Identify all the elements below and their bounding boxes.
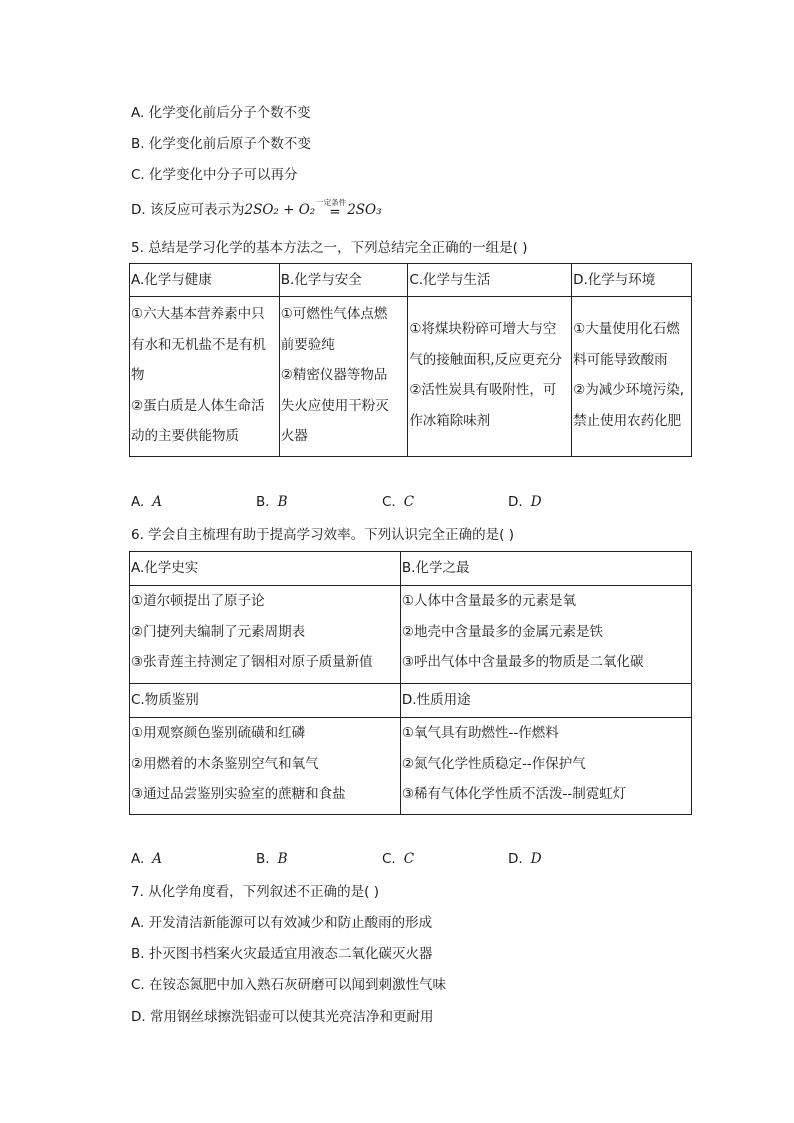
q5-cell-a-line: 物 [131, 367, 145, 383]
q6-cell-b [400, 586, 691, 684]
equals-sign: = [329, 204, 341, 220]
q6-cell-d-line: ②氮气化学性质稳定--作保护气 [401, 755, 586, 772]
q5-header-c: C.化学与生活 [408, 264, 572, 297]
equation-sign [315, 200, 347, 222]
q5-cell-b-line: ②精密仪器等物品 [280, 367, 388, 383]
q5-cell-b-line: ①可燃性气体点燃 [280, 306, 388, 322]
q5-cell-c-line: 气的接触面积,反应更充分 [409, 351, 563, 368]
q4-option-d-text: D. 该反应可表示为 [131, 202, 245, 218]
q5-cell-d-line: 料可能导致酸雨 [573, 351, 668, 368]
q6-answer-a [131, 851, 162, 867]
answer-letter: C. [382, 851, 396, 867]
q4-option-d [131, 200, 382, 222]
q5-cell-a-line: ①六大基本营养素中只 [131, 306, 265, 322]
q6-table [129, 551, 692, 815]
q5-header-b: B.化学与安全 [279, 264, 408, 297]
q6-cell-a [130, 586, 401, 684]
answer-value: D [530, 494, 542, 510]
q5-header-d: D.化学与环境 [572, 264, 692, 297]
equation-left: 2SO₂ + O₂ [244, 202, 316, 218]
q5-cell-d-line: ②为减少环境污染, [573, 382, 685, 398]
q5-cell-b-line: 失火应使用干粉灭 [280, 397, 389, 414]
answer-value: D [530, 851, 542, 867]
q5-cell-b-line: 火器 [280, 428, 308, 444]
q6-cell-b-line: ②地壳中含量最多的金属元素是铁 [401, 623, 603, 640]
q6-stem: 6. 学会自主梳理有助于提高学习效率。下列认识完全正确的是( ) [131, 527, 514, 543]
answer-value: B [277, 494, 288, 510]
q5-cell-b-line: 前要验纯 [280, 336, 335, 353]
answer-letter: D. [508, 851, 523, 867]
q7-option-a: A. 开发清洁新能源可以有效减少和防止酸雨的形成 [131, 915, 433, 931]
q6-cell-a-line: ③张青莲主持测定了铟相对原子质量新值 [131, 654, 373, 670]
q5-cell-d-line: 禁止使用农药化肥 [573, 412, 682, 429]
q7-option-b: B. 扑灭图书档案火灾最适宜用液态二氧化碳灭火器 [131, 946, 433, 962]
q5-header-a: A.化学与健康 [130, 264, 280, 297]
q7-option-d: D. 常用钢丝球擦洗铝壶可以使其光亮洁净和更耐用 [131, 1009, 434, 1025]
q6-header-d: D.性质用途 [400, 684, 691, 718]
q6-cell-c-line: ①用观察颜色鉴别硫磺和红磷 [131, 725, 306, 741]
q5-cell-a-line: 动的主要供能物质 [131, 428, 239, 444]
equation-condition: 一定条件 [316, 198, 347, 207]
q4-option-c: C. 化学变化中分子可以再分 [131, 167, 298, 183]
answer-letter: C. [382, 494, 396, 510]
q5-cell-a [130, 297, 280, 457]
q5-cell-b [279, 297, 408, 457]
q6-cell-b-line: ③呼出气体中含量最多的物质是二氧化碳 [401, 654, 644, 670]
answer-letter: A. [131, 851, 145, 867]
q5-cell-c-line: ②活性炭具有吸附性，可 [409, 382, 557, 398]
answer-letter: D. [508, 494, 523, 510]
answer-letter: A. [131, 494, 145, 510]
q5-cell-d [572, 297, 692, 457]
q6-cell-d-line: ①氧气具有助燃性--作燃料 [401, 725, 559, 741]
q5-table [129, 263, 692, 457]
q4-option-a: A. 化学变化前后分子个数不变 [131, 105, 311, 121]
q7-option-c: C. 在铵态氮肥中加入熟石灰研磨可以闻到刺激性气味 [131, 977, 447, 993]
q6-answer-b [256, 851, 287, 867]
answer-value: B [277, 851, 288, 867]
q6-cell-d-line: ③稀有气体化学性质不活泼--制霓虹灯 [401, 786, 627, 802]
q4-option-b: B. 化学变化前后原子个数不变 [131, 136, 311, 152]
q6-answer-d [508, 851, 542, 867]
q6-header-b: B.化学之最 [400, 552, 691, 586]
q5-cell-c-line: 作冰箱除味剂 [409, 412, 491, 429]
q5-cell-c [408, 297, 572, 457]
q5-answer-options [131, 494, 691, 514]
q6-cell-a-line: ②门捷列夫编制了元素周期表 [131, 623, 306, 640]
answer-value: A [152, 494, 163, 510]
q6-cell-c-line: ②用燃着的木条鉴别空气和氧气 [131, 755, 319, 772]
q5-cell-c-line: ①将煤块粉碎可增大与空 [409, 321, 557, 337]
q6-cell-c-line: ③通过品尝鉴别实验室的蔗糖和食盐 [131, 786, 346, 802]
q5-answer-a [131, 494, 162, 510]
q6-header-c: C.物质鉴别 [130, 684, 401, 718]
q5-answer-c [382, 494, 414, 510]
answer-value: C [403, 494, 415, 510]
q5-stem: 5. 总结是学习化学的基本方法之一，下列总结完全正确的一组是( ) [131, 240, 528, 256]
q5-answer-b [256, 494, 287, 510]
q5-cell-a-line: 有水和无机盐不是有机 [131, 336, 266, 353]
equation-right: 2SO₃ [347, 202, 382, 218]
q5-cell-a-line: ②蛋白质是人体生命活 [131, 397, 265, 414]
q5-cell-d-line: ①大量使用化石燃 [573, 321, 680, 337]
q7-stem: 7. 从化学角度看，下列叙述不正确的是( ) [131, 884, 379, 900]
q6-cell-a-line: ①道尔顿提出了原子论 [131, 593, 265, 609]
q6-answer-c [382, 851, 414, 867]
q6-cell-b-line: ①人体中含量最多的元素是氧 [401, 593, 576, 609]
answer-value: A [152, 851, 163, 867]
answer-letter: B. [256, 851, 270, 867]
q6-answer-options [131, 851, 691, 871]
q6-cell-c [130, 718, 401, 815]
answer-value: C [403, 851, 415, 867]
q6-header-a: A.化学史实 [130, 552, 401, 586]
q5-answer-d [508, 494, 542, 510]
answer-letter: B. [256, 494, 270, 510]
q6-cell-d [400, 718, 691, 815]
